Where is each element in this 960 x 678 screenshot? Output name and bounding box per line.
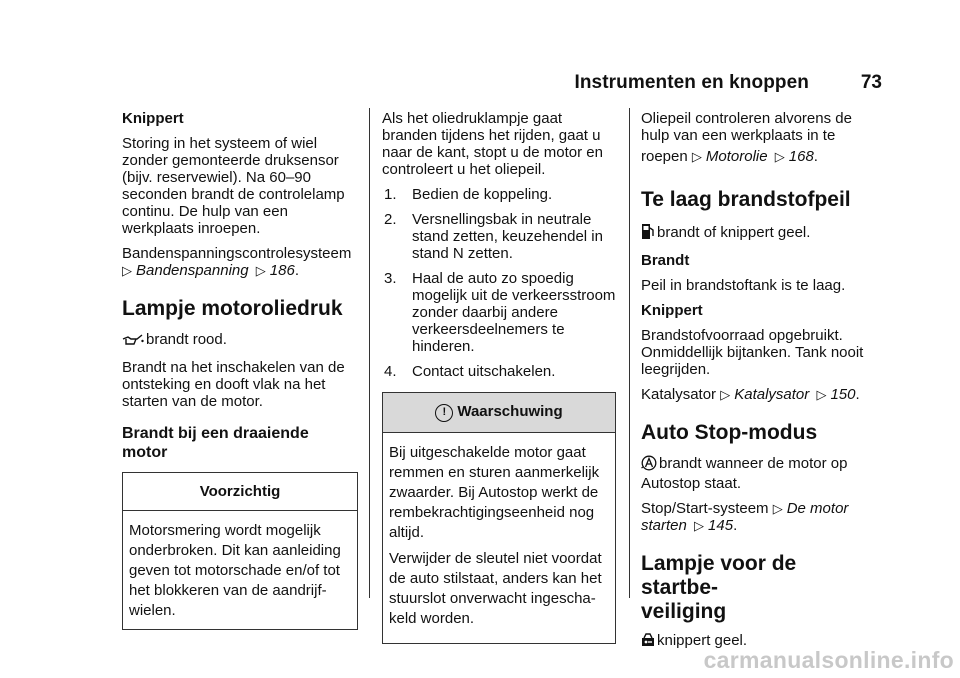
reference-page[interactable]: 168 xyxy=(788,148,814,165)
paragraph: Storing in het systeem of wiel zonder gemonteerde druksensor (bijv. reservewiel). Na 60–90 seconden brandt de controlelamp continu. De hulp van een werkplaats inroepen. xyxy=(122,135,345,237)
reference-page[interactable]: 145 xyxy=(708,517,734,534)
list-item: 4. Contact uitschakelen. xyxy=(384,363,556,380)
autostop-a-icon xyxy=(641,455,657,475)
paragraph: Als het oliedruklampje gaat branden tijdens het rijden, gaat u naar de kant, stopt u de motor en controleert u het oliepeil. xyxy=(382,110,603,178)
icon-line: brandt rood. xyxy=(122,331,358,351)
reference-link[interactable]: De motor starten xyxy=(641,500,849,534)
icon-line: knippert geel. xyxy=(641,632,877,652)
reference-arrow-icon: ▷ xyxy=(691,149,702,164)
warning-title: Waarschuwing xyxy=(457,403,563,420)
reference-arrow-icon: ▷ xyxy=(255,263,266,278)
cross-reference: Katalysator ▷ Katalysator ▷ 150. xyxy=(641,386,860,403)
reference-arrow-icon: ▷ xyxy=(774,149,785,164)
heading-oil-pressure: Lampje motoroliedruk xyxy=(122,297,343,320)
page-number: 73 xyxy=(860,72,882,93)
paragraph: Brandt na het inschakelen van de ontsteking en dooft vlak na het starten van de motor. xyxy=(122,359,345,410)
reference-page[interactable]: 150 xyxy=(830,386,856,403)
reference-link[interactable]: Motorolie xyxy=(705,148,768,165)
caution-box xyxy=(122,472,358,630)
caution-body: Motorsmering wordt mogelijk onderbroken. Dit kan aanleiding geven tot motorschade en/of tot het blokkeren van de aandrijf-wielen. xyxy=(129,522,341,619)
reference-arrow-icon: ▷ xyxy=(694,518,705,533)
key-car-icon xyxy=(641,632,655,652)
warning-box xyxy=(382,392,616,644)
list-item: 1. Bedien de koppeling. xyxy=(384,186,553,203)
icon-line: brandt wanneer de motor op Autostop staat. xyxy=(641,455,848,492)
section-title: Instrumenten en knoppen xyxy=(574,72,809,93)
page-header xyxy=(0,70,882,96)
caution-title: Voorzichtig xyxy=(123,473,357,511)
reference-link[interactable]: Katalysator xyxy=(734,386,810,403)
subheading-running: Brandt bij een draaiende motor xyxy=(122,425,309,461)
heading-low-fuel: Te laag brandstofpeil xyxy=(641,188,851,211)
reference-link[interactable]: Bandenspanning xyxy=(136,262,249,279)
subheading-knippert: Knippert xyxy=(122,110,184,127)
column-divider xyxy=(369,108,370,598)
paragraph: Brandstofvoorraad opgebruikt. Onmiddellijk bijtanken. Tank nooit leegrijden. xyxy=(641,327,864,378)
column-1 xyxy=(122,110,358,630)
list-item: 3. Haal de auto zo spoedig mogelijk uit de verkeersstroom zonder daarbij andere verkeersdeelnemers te hinderen. xyxy=(384,270,616,355)
reference-arrow-icon: ▷ xyxy=(720,387,731,402)
heading-autostop: Auto Stop-modus xyxy=(641,421,818,444)
reference-arrow-icon: ▷ xyxy=(122,263,132,278)
list-item: 2. Versnellingsbak in neutrale stand zetten, keuzehendel in stand N zetten. xyxy=(384,211,603,262)
cross-reference: Stop/Start-systeem ▷ De motor starten ▷ 145. xyxy=(641,500,849,534)
heading-immobilizer: Lampje voor de startbe- veiliging xyxy=(641,552,797,623)
column-2 xyxy=(382,110,616,644)
paragraph: Peil in brandstoftank is te laag. xyxy=(641,277,846,294)
paragraph: Oliepeil controleren alvorens de hulp van een werkplaats in te roepen ▷ Motorolie ▷ 168. xyxy=(641,110,852,165)
watermark: carmanualsonline.info xyxy=(703,647,954,673)
oil-pressure-icon xyxy=(122,333,144,351)
warning-header xyxy=(383,393,615,433)
reference-page[interactable]: 186 xyxy=(269,262,295,279)
icon-line: brandt of knippert geel. xyxy=(641,222,877,244)
reference-arrow-icon: ▷ xyxy=(816,387,827,402)
subheading-knippert: Knippert xyxy=(641,302,703,319)
reference-arrow-icon: ▷ xyxy=(772,501,783,516)
subheading-brandt: Brandt xyxy=(641,252,690,269)
warning-triangle-icon: ! xyxy=(435,404,453,422)
cross-reference: Bandenspanningscontrolesysteem ▷ Bandenspanning ▷ 186. xyxy=(122,245,352,279)
steps-list xyxy=(382,186,616,380)
column-divider xyxy=(629,108,630,598)
warning-body: Bij uitgeschakelde motor gaat remmen en sturen aanmerkelijk zwaarder. Bij Autostop werkt de rembekrachtigingseenheid nog altijd. Verwijder de sleutel niet voordat de auto stilstaat, anders kan het stuurslot onverwacht ingescha-keld worden. xyxy=(389,444,602,627)
column-3 xyxy=(641,110,877,660)
fuel-pump-icon xyxy=(641,222,655,244)
